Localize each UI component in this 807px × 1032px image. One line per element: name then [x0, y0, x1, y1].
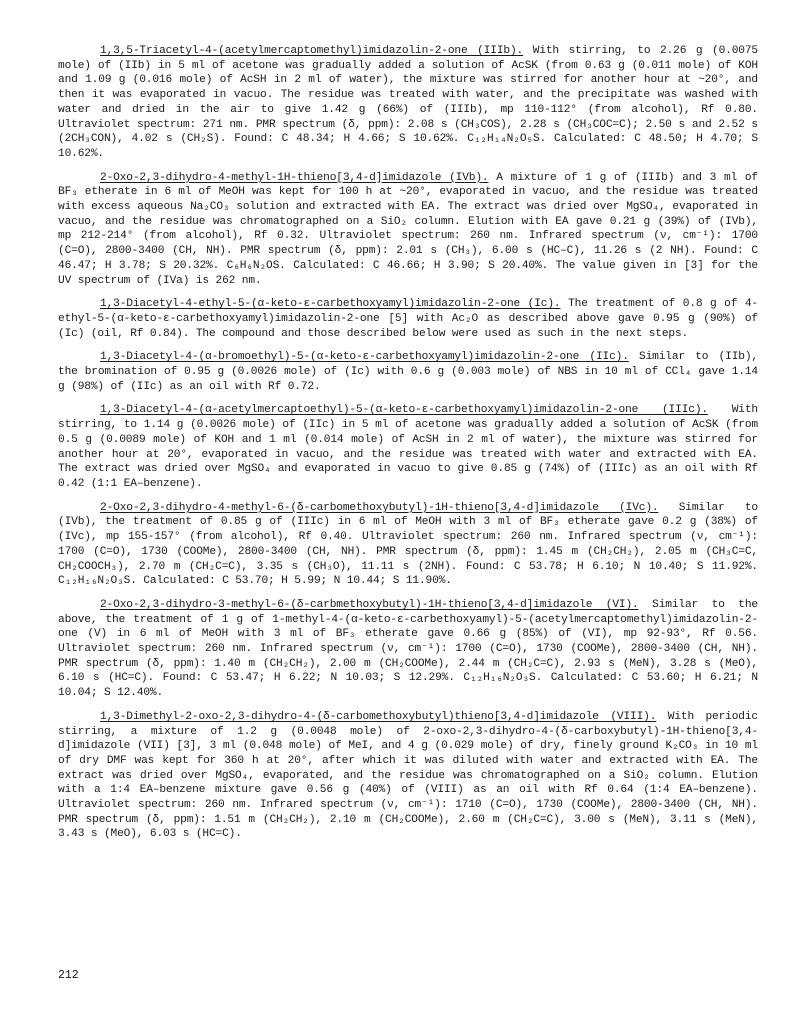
paragraph-text: A mixture of 1 g of (IIIb) and 3 ml of BF₃ etherate in 6 ml of MeOH was kept for 100 h at ~20°, evaporated in vacuo, and the residue was treated with excess aqueous Na₂CO₃ solution and extracted with EA. The extract was dried over MgSO₄, evaporated in vacuo, and the residue was chromatographed on a SiO₂ column. Elution with EA gave 0.21 g (39%) of (IVb), mp 212-214° (from alcohol), Rf 0.32. Ultraviolet spectrum: 260 nm. Infrared spectrum (ν, cm⁻¹): 1700 (C=O), 2800-3400 (CH, NH). PMR spectrum (δ, ppm): 2.01 s (CH₃), 6.00 s (HC–C), 11.26 s (2 NH). Found: C 46.47; H 3.78; S 20.32%. C₆H₆N₂OS. Calculated: C 46.66; H 3.90; S 20.40%. The value given in [3] for the UV spectrum of (IVa) is 262 nm.	[58, 171, 758, 287]
paragraph-Ic	[58, 297, 758, 341]
paragraph-text: Similar to (IVb), the treatment of 0.85 g of (IIIc) in 6 ml of MeOH with 3 ml of BF₃ etherate gave 0.2 g (38%) of (IVc), mp 155-157° (from alcohol), Rf 0.40. Ultraviolet spectrum: 260 nm. Infrared spectrum (ν, cm⁻¹): 1700 (C=O), 1730 (COOMe), 2800-3400 (CH, NH). PMR spectrum (δ, ppm): 1.45 m (CH₂CH₂), 2.05 m (CH₃C=C, CH₂COOCH₃), 2.70 m (CH₂C=C), 3.35 s (CH₃O), 11.11 s (2NH). Found: C 53.78; H 6.10; N 10.40; S 11.92%. C₁₂H₁₆N₂O₃S. Calculated: C 53.70; H 5.99; N 10.44; S 11.90%.	[58, 501, 758, 588]
paragraph-text: The treatment of 0.8 g of 4-ethyl-5-(α-keto-ε-carbethoxyamyl)imidazolin-2-one [5] with Ac₂O as described above gave 0.95 g (90%) of (Ic) (oil, Rf 0.84). The compound and those described below were used as such in the next steps.	[58, 298, 758, 340]
paragraph-IVc	[58, 501, 758, 589]
paragraph-IVb	[58, 171, 758, 289]
document-body	[58, 44, 758, 851]
compound-title: 1,3,5-Triacetyl-4-(acetylmercaptomethyl)imidazolin-2-one (IIIb).	[100, 45, 524, 57]
paragraph-IIIc	[58, 403, 758, 491]
compound-title: 1,3-Dimethyl-2-oxo-2,3-dihydro-4-(δ-carbomethoxybutyl)thieno[3,4-d]imidazole (VIII).	[100, 710, 657, 723]
paragraph-text: With stirring, to 2.26 g (0.0075 mole) of (IIb) in 5 ml of acetone was gradually added a solution of AcSK (from 0.63 g (0.011 mole) of KOH and 1.09 g (0.016 mole) of AcSH in 2 ml of water), the mixture was stirred for another hour at ~20°, and then it was evaporated in vacuo. The residue was treated with water, and the precipitate was washed with water and dried in the air to give 1.42 g (66%) of (IIIb), mp 110-112° (from alcohol), Rf 0.80. Ultraviolet spectrum: 271 nm. PMR spectrum (δ, ppm): 2.08 s (CH₃COS), 2.28 s (CH₃COC=C); 2.50 s and 2.52 s (2CH₃CON), 4.02 s (CH₂S). Found: C 48.34; H 4.66; S 10.62%. C₁₂H₁₄N₂O₅S. Calculated: C 48.50; H 4.70; S 10.62%.	[58, 45, 758, 160]
compound-title: 2-Oxo-2,3-dihydro-4-methyl-1H-thieno[3,4-d]imidazole (IVb).	[100, 171, 489, 184]
page-number: 212	[58, 969, 79, 982]
paragraph-VIII	[58, 710, 758, 842]
compound-title: 1,3-Diacetyl-4-(α-acetylmercaptoethyl)-5-(α-keto-ε-carbethoxyamyl)imidazolin-2-one (IIIc).	[100, 404, 708, 417]
paragraph-IIIb	[58, 44, 758, 162]
paragraph-text: With stirring, to 1.14 g (0.0026 mole) of (IIc) in 5 ml of acetone was gradually added a solution of AcSK (from 0.5 g (0.0089 mole) of KOH and 1 ml (0.014 mole) of AcSH in 2 ml of water), the mixture was stirred for another hour at 20°, evaporated in vacuo, and the residue was treated with water and extracted with EA. The extract was dried over MgSO₄ and evaporated in vacuo to give 0.85 g (74%) of (IIIc) as an oil with Rf 0.42 (1:1 EA–benzene).	[58, 404, 758, 490]
paragraph-text: Similar to (IIb), the bromination of 0.95 g (0.0026 mole) of (Ic) with 0.6 g (0.003 mole) of NBS in 10 ml of CCl₄ gave 1.14 g (98%) of (IIc) as an oil with Rf 0.72.	[58, 351, 758, 393]
paragraph-text: Similar to the above, the treatment of 1 g of 1-methyl-4-(α-keto-ε-carbethoxyamyl)-5-(acetylmercaptomethyl)imidazolin-2-one (V) in 6 ml of MeOH with 3 ml of BF₃ etherate gave 0.66 g (85%) of (VI), mp 92-93°, Rf 0.56. Ultraviolet spectrum: 260 nm. Infrared spectrum (ν, cm⁻¹): 1700 (C=O), 1730 (COOMe), 2800-3400 (CH, NH). PMR spectrum (δ, ppm): 1.40 m (CH₂CH₂), 2.00 m (CH₂COOMe), 2.44 m (CH₂C=C), 2.93 s (MeN), 3.28 s (MeO), 6.10 s (HC=C). Found: C 53.47; H 6.22; N 10.03; S 12.29%. C₁₂H₁₆N₂O₃S. Calculated: C 53.60; H 6.21; N 10.04; S 12.40%.	[58, 598, 758, 700]
compound-title: 2-Oxo-2,3-dihydro-4-methyl-6-(δ-carbomethoxybutyl)-1H-thieno[3,4-d]imidazole (IVc).	[100, 501, 659, 514]
paragraph-VI	[58, 598, 758, 701]
compound-title: 1,3-Diacetyl-4-ethyl-5-(α-keto-ε-carbethoxyamyl)imidazolin-2-one (Ic).	[100, 298, 561, 311]
paragraph-IIc	[58, 350, 758, 394]
compound-title: 2-Oxo-2,3-dihydro-3-methyl-6-(δ-carbmethoxybutyl)-1H-thieno[3,4-d]imidazole (VI).	[100, 598, 639, 611]
paragraph-text: With periodic stirring, a mixture of 1.2 g (0.0048 mole) of 2-oxo-2,3-dihydro-4-(δ-carboxybutyl)-1H-thieno[3,4-d]imidazole (VII) [3], 3 ml (0.048 mole) of MeI, and 4 g (0.029 mole) of dry, finely ground K₂CO₃ in 10 ml of dry DMF was kept for 360 h at 20°, after which it was diluted with water and extracted with EA. The extract was dried over MgSO₄, evaporated, and the residue was chromatographed on a SiO₂ column. Elution with a 1:4 EA–benzene mixture gave 0.56 g (40%) of (VIII) as an oil with Rf 0.64 (1:4 EA–benzene). Ultraviolet spectrum: 260 nm. Infrared spectrum (ν, cm⁻¹): 1710 (C=O), 1730 (COOMe), 2800-3400 (CH, NH). PMR spectrum (δ, ppm): 1.51 m (CH₂CH₂), 2.10 m (CH₂COOMe), 2.60 m (CH₂C=C), 3.00 s (MeN), 3.11 s (MeN), 3.43 s (MeO), 6.03 s (HC=C).	[58, 710, 758, 841]
compound-title: 1,3-Diacetyl-4-(α-bromoethyl)-5-(α-keto-ε-carbethoxyamyl)imidazolin-2-one (IIc).	[100, 351, 629, 364]
